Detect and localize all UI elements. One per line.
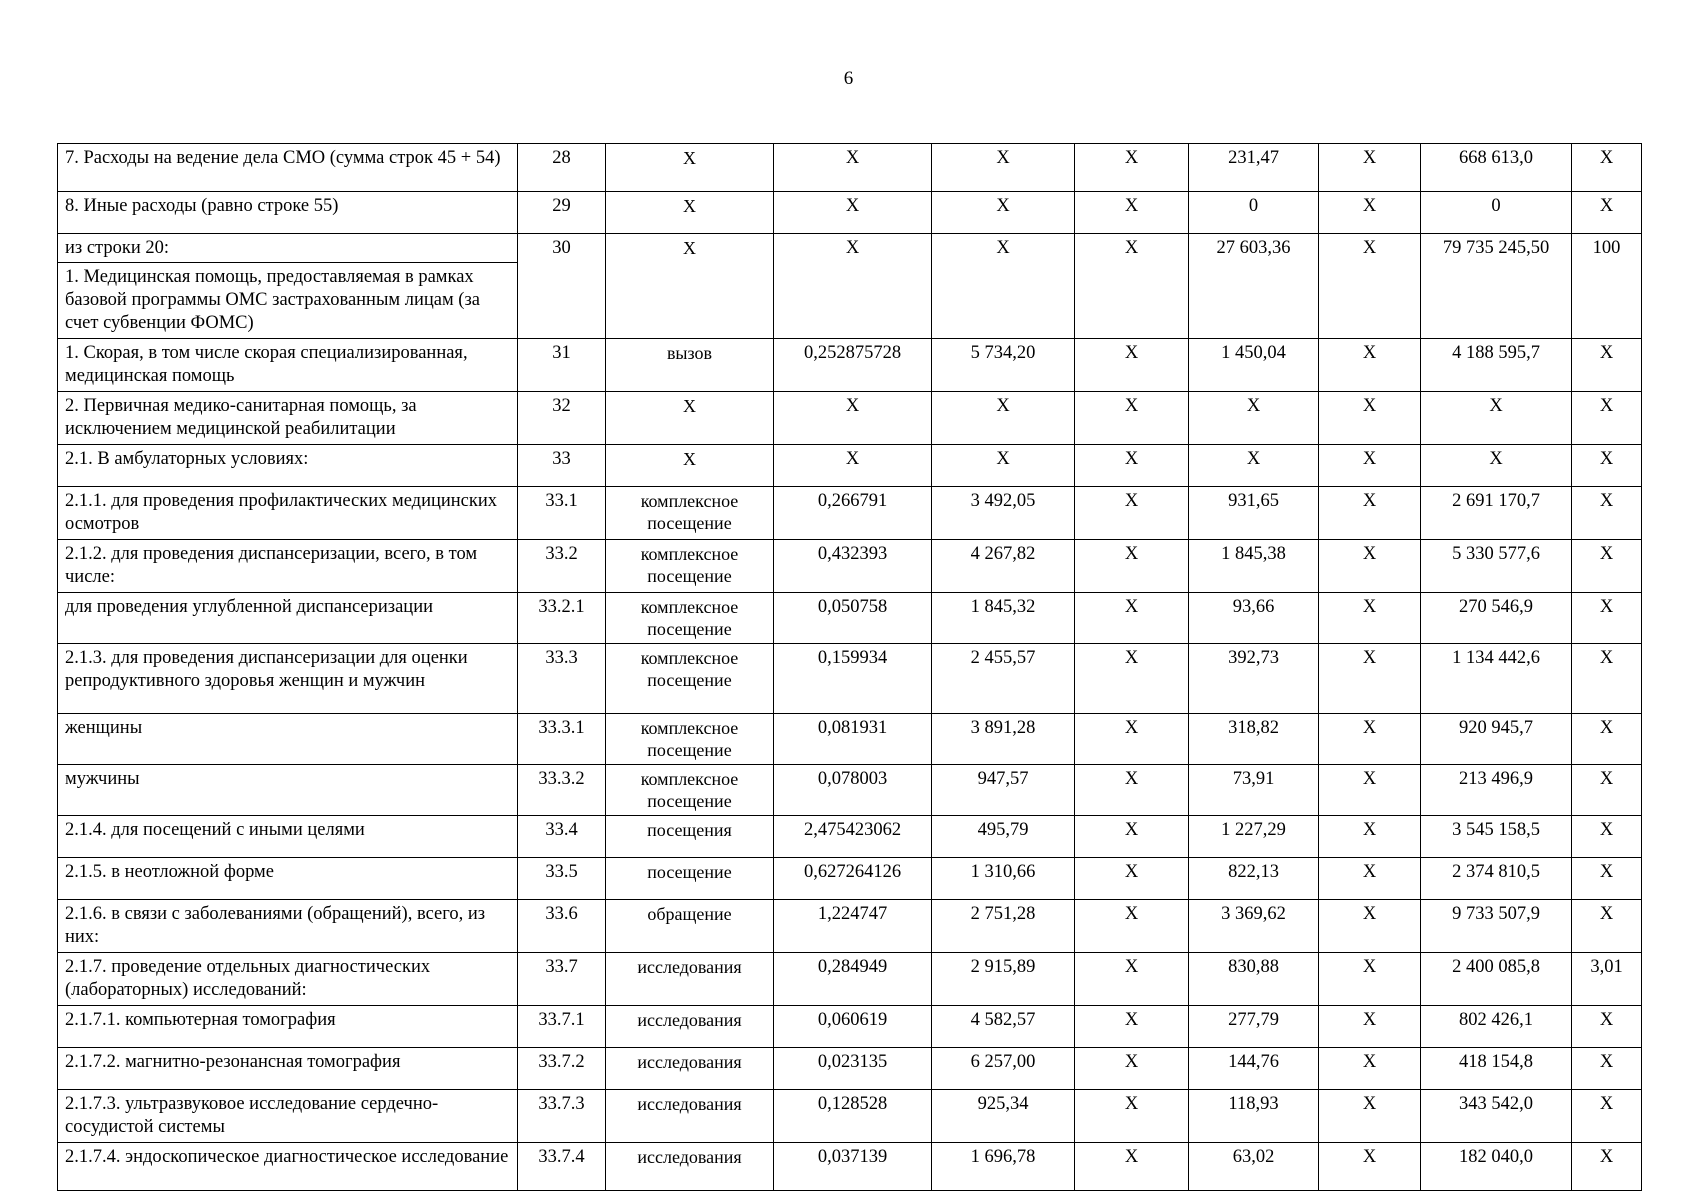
table-row [58, 1048, 1642, 1090]
cell-cost-norm: Х [932, 234, 1075, 339]
cell-col5: Х [1075, 858, 1189, 900]
cell-percent: Х [1572, 816, 1642, 858]
cell-percent: Х [1572, 900, 1642, 953]
cell-cost-norm: 4 582,57 [932, 1006, 1075, 1048]
table-row [58, 192, 1642, 234]
cell-indicator-name: 1. Скорая, в том числе скорая специализированная, медицинская помощь [58, 339, 518, 392]
cell-percent: Х [1572, 487, 1642, 540]
cell-col5: Х [1075, 392, 1189, 445]
cell-col7: Х [1319, 953, 1421, 1006]
table-row [58, 392, 1642, 445]
cell-unit: комплексное посещение [606, 540, 774, 593]
cell-per-capita: 144,76 [1189, 1048, 1319, 1090]
cell-col5: Х [1075, 765, 1189, 816]
cell-indicator-name: 2.1.3. для проведения диспансеризации для оценки репродуктивного здоровья женщин и мужчин [58, 644, 518, 714]
table-row [58, 765, 1642, 816]
table-row [58, 858, 1642, 900]
cell-volume-norm: 0,023135 [774, 1048, 932, 1090]
table-row [58, 900, 1642, 953]
cell-per-capita: 231,47 [1189, 144, 1319, 192]
cell-line-number: 28 [518, 144, 606, 192]
cell-unit: комплексное посещение [606, 487, 774, 540]
cell-cost-norm: 6 257,00 [932, 1048, 1075, 1090]
cell-unit: Х [606, 392, 774, 445]
cell-percent: Х [1572, 765, 1642, 816]
cell-indicator-name: для проведения углубленной диспансеризации [58, 593, 518, 644]
cell-indicator-name: 2.1.2. для проведения диспансеризации, всего, в том числе: [58, 540, 518, 593]
cell-total-cost: Х [1421, 392, 1572, 445]
cell-per-capita: 318,82 [1189, 714, 1319, 765]
cell-col5: Х [1075, 816, 1189, 858]
cell-indicator-name: 2.1.7.4. эндоскопическое диагностическое исследование [58, 1143, 518, 1191]
cell-per-capita: 1 227,29 [1189, 816, 1319, 858]
cell-col7: Х [1319, 192, 1421, 234]
cell-col5: Х [1075, 1090, 1189, 1143]
cell-unit: исследования [606, 1006, 774, 1048]
cell-unit: комплексное посещение [606, 714, 774, 765]
cell-col5: Х [1075, 1006, 1189, 1048]
cell-col7: Х [1319, 714, 1421, 765]
cell-line-number: 33.7.2 [518, 1048, 606, 1090]
cell-indicator-name: 2. Первичная медико-санитарная помощь, за исключением медицинской реабилитации [58, 392, 518, 445]
cell-col5: Х [1075, 1143, 1189, 1191]
cell-total-cost: 0 [1421, 192, 1572, 234]
table-row [58, 1006, 1642, 1048]
cell-indicator-name: 2.1. В амбулаторных условиях: [58, 445, 518, 487]
table-row [58, 339, 1642, 392]
cell-total-cost: 79 735 245,50 [1421, 234, 1572, 339]
cell-percent: Х [1572, 192, 1642, 234]
cell-col5: Х [1075, 339, 1189, 392]
cell-volume-norm: 1,224747 [774, 900, 932, 953]
cell-line-number: 33.7.4 [518, 1143, 606, 1191]
cell-cost-norm: 2 751,28 [932, 900, 1075, 953]
cell-indicator-name: 2.1.7. проведение отдельных диагностических (лабораторных) исследований: [58, 953, 518, 1006]
cell-unit: вызов [606, 339, 774, 392]
cell-percent: Х [1572, 714, 1642, 765]
cell-total-cost: 5 330 577,6 [1421, 540, 1572, 593]
table-row [58, 714, 1642, 765]
cell-total-cost: 270 546,9 [1421, 593, 1572, 644]
cell-col5: Х [1075, 1048, 1189, 1090]
cell-volume-norm: 0,432393 [774, 540, 932, 593]
cell-col5: Х [1075, 714, 1189, 765]
cell-volume-norm: 0,266791 [774, 487, 932, 540]
cell-per-capita: 63,02 [1189, 1143, 1319, 1191]
table-row [58, 816, 1642, 858]
cell-line-number: 33.7.3 [518, 1090, 606, 1143]
cell-col7: Х [1319, 445, 1421, 487]
cell-volume-norm: Х [774, 445, 932, 487]
cell-percent: Х [1572, 1006, 1642, 1048]
cell-unit: Х [606, 445, 774, 487]
cell-cost-norm: 2 915,89 [932, 953, 1075, 1006]
cell-percent: Х [1572, 858, 1642, 900]
cell-total-cost: 4 188 595,7 [1421, 339, 1572, 392]
table-body [58, 144, 1642, 1191]
cell-cost-norm: 1 696,78 [932, 1143, 1075, 1191]
cell-indicator-name: 2.1.5. в неотложной форме [58, 858, 518, 900]
cell-cost-norm: 5 734,20 [932, 339, 1075, 392]
cell-col5: Х [1075, 234, 1189, 339]
cell-unit: Х [606, 144, 774, 192]
table-row [58, 1143, 1642, 1191]
cell-line-number: 33.7 [518, 953, 606, 1006]
cell-indicator-name: 2.1.7.3. ультразвуковое исследование сердечно-сосудистой системы [58, 1090, 518, 1143]
cell-total-cost: 2 691 170,7 [1421, 487, 1572, 540]
cell-percent: Х [1572, 144, 1642, 192]
cell-col5: Х [1075, 593, 1189, 644]
cell-per-capita: Х [1189, 392, 1319, 445]
cell-total-cost: 802 426,1 [1421, 1006, 1572, 1048]
cell-col7: Х [1319, 1048, 1421, 1090]
cell-percent: Х [1572, 1090, 1642, 1143]
cell-col7: Х [1319, 644, 1421, 714]
cell-line-number: 29 [518, 192, 606, 234]
cell-col7: Х [1319, 593, 1421, 644]
cell-col5: Х [1075, 445, 1189, 487]
cell-volume-norm: 0,037139 [774, 1143, 932, 1191]
cell-col5: Х [1075, 953, 1189, 1006]
cell-per-capita: 118,93 [1189, 1090, 1319, 1143]
cell-unit: обращение [606, 900, 774, 953]
cell-indicator-name [58, 234, 518, 339]
table-row [58, 593, 1642, 644]
cell-line-number: 33.2.1 [518, 593, 606, 644]
cell-indicator-name: 2.1.7.2. магнитно-резонансная томография [58, 1048, 518, 1090]
cell-col7: Х [1319, 858, 1421, 900]
cell-unit: исследования [606, 953, 774, 1006]
cell-cost-norm: Х [932, 445, 1075, 487]
cell-line-number: 33 [518, 445, 606, 487]
cell-col7: Х [1319, 765, 1421, 816]
cell-col5: Х [1075, 144, 1189, 192]
cell-indicator-name: 2.1.4. для посещений с иными целями [58, 816, 518, 858]
cell-total-cost: 9 733 507,9 [1421, 900, 1572, 953]
cell-col7: Х [1319, 1090, 1421, 1143]
cell-percent: Х [1572, 1048, 1642, 1090]
cell-volume-norm: 0,060619 [774, 1006, 932, 1048]
cell-col7: Х [1319, 144, 1421, 192]
cell-total-cost: 418 154,8 [1421, 1048, 1572, 1090]
cell-per-capita: 73,91 [1189, 765, 1319, 816]
cell-volume-norm: 2,475423062 [774, 816, 932, 858]
cell-unit: посещения [606, 816, 774, 858]
cell-unit: Х [606, 192, 774, 234]
cell-total-cost: 182 040,0 [1421, 1143, 1572, 1191]
cell-col5: Х [1075, 900, 1189, 953]
cell-line-number: 33.7.1 [518, 1006, 606, 1048]
cell-unit: комплексное посещение [606, 593, 774, 644]
cell-per-capita: Х [1189, 445, 1319, 487]
cell-cost-norm: 1 845,32 [932, 593, 1075, 644]
cell-volume-norm: Х [774, 144, 932, 192]
cell-line-number: 30 [518, 234, 606, 339]
table-row [58, 445, 1642, 487]
cell-unit: исследования [606, 1090, 774, 1143]
cell-per-capita: 830,88 [1189, 953, 1319, 1006]
cell-percent: 3,01 [1572, 953, 1642, 1006]
cell-col5: Х [1075, 487, 1189, 540]
cell-percent: Х [1572, 339, 1642, 392]
table-row [58, 540, 1642, 593]
cell-total-cost: 2 374 810,5 [1421, 858, 1572, 900]
cell-cost-norm: Х [932, 192, 1075, 234]
cell-indicator-name: 8. Иные расходы (равно строке 55) [58, 192, 518, 234]
cell-percent: Х [1572, 1143, 1642, 1191]
cell-volume-norm: 0,284949 [774, 953, 932, 1006]
cell-per-capita: 822,13 [1189, 858, 1319, 900]
cell-col5: Х [1075, 540, 1189, 593]
cell-volume-norm: Х [774, 234, 932, 339]
cell-unit: комплексное посещение [606, 765, 774, 816]
cell-volume-norm: 0,252875728 [774, 339, 932, 392]
cell-line-number: 33.5 [518, 858, 606, 900]
cell-total-cost: 213 496,9 [1421, 765, 1572, 816]
cell-volume-norm: 0,050758 [774, 593, 932, 644]
table-row [58, 144, 1642, 192]
cell-indicator-name: 2.1.7.1. компьютерная томография [58, 1006, 518, 1048]
cell-cost-norm: 1 310,66 [932, 858, 1075, 900]
cell-col7: Х [1319, 234, 1421, 339]
cell-per-capita: 1 845,38 [1189, 540, 1319, 593]
cell-per-capita: 1 450,04 [1189, 339, 1319, 392]
cell-volume-norm: 0,627264126 [774, 858, 932, 900]
cell-col7: Х [1319, 487, 1421, 540]
cell-line-number: 33.4 [518, 816, 606, 858]
cell-indicator-name: женщины [58, 714, 518, 765]
cell-col7: Х [1319, 392, 1421, 445]
cell-per-capita: 27 603,36 [1189, 234, 1319, 339]
cell-indicator-text: 1. Медицинская помощь, предоставляемая в рамках базовой программы ОМС застрахованным лицам (за счет субвенции ФОМС) [65, 267, 480, 333]
cell-total-cost: 920 945,7 [1421, 714, 1572, 765]
cell-cost-norm: 4 267,82 [932, 540, 1075, 593]
cell-per-capita: 931,65 [1189, 487, 1319, 540]
cell-line-number: 33.3 [518, 644, 606, 714]
cell-cost-norm: 925,34 [932, 1090, 1075, 1143]
cell-line-number: 32 [518, 392, 606, 445]
cell-total-cost: 668 613,0 [1421, 144, 1572, 192]
cell-cost-norm: 3 492,05 [932, 487, 1075, 540]
cell-line-number: 33.2 [518, 540, 606, 593]
cell-percent: Х [1572, 392, 1642, 445]
cell-volume-norm: 0,128528 [774, 1090, 932, 1143]
table-row [58, 234, 1642, 339]
cell-cost-norm: 947,57 [932, 765, 1075, 816]
cell-total-cost: 3 545 158,5 [1421, 816, 1572, 858]
cell-total-cost: 2 400 085,8 [1421, 953, 1572, 1006]
cell-percent: 100 [1572, 234, 1642, 339]
cell-percent: Х [1572, 593, 1642, 644]
cell-col7: Х [1319, 900, 1421, 953]
cell-line-number: 31 [518, 339, 606, 392]
cell-volume-norm: 0,159934 [774, 644, 932, 714]
cell-cost-norm: 2 455,57 [932, 644, 1075, 714]
cell-cost-norm: Х [932, 392, 1075, 445]
cell-per-capita: 392,73 [1189, 644, 1319, 714]
table-row [58, 487, 1642, 540]
cell-per-capita: 3 369,62 [1189, 900, 1319, 953]
cell-volume-norm: Х [774, 192, 932, 234]
cell-col7: Х [1319, 1143, 1421, 1191]
cell-indicator-name: 7. Расходы на ведение дела СМО (сумма строк 45 + 54) [58, 144, 518, 192]
cell-unit: посещение [606, 858, 774, 900]
cell-indicator-name: 2.1.1. для проведения профилактических медицинских осмотров [58, 487, 518, 540]
cell-total-cost: Х [1421, 445, 1572, 487]
data-table [57, 143, 1642, 1191]
cell-total-cost: 343 542,0 [1421, 1090, 1572, 1143]
cell-line-number: 33.3.2 [518, 765, 606, 816]
cell-unit: комплексное посещение [606, 644, 774, 714]
cell-col7: Х [1319, 540, 1421, 593]
table-row [58, 953, 1642, 1006]
cell-unit: исследования [606, 1143, 774, 1191]
cell-line-number: 33.1 [518, 487, 606, 540]
cell-volume-norm: 0,078003 [774, 765, 932, 816]
cell-indicator-heading: из строки 20: [58, 234, 517, 263]
cell-line-number: 33.3.1 [518, 714, 606, 765]
cell-col5: Х [1075, 644, 1189, 714]
cell-cost-norm: 3 891,28 [932, 714, 1075, 765]
cell-total-cost: 1 134 442,6 [1421, 644, 1572, 714]
cell-percent: Х [1572, 445, 1642, 487]
cell-indicator-name: 2.1.6. в связи с заболеваниями (обращений), всего, из них: [58, 900, 518, 953]
cell-indicator-name: мужчины [58, 765, 518, 816]
table-row [58, 644, 1642, 714]
cell-volume-norm: 0,081931 [774, 714, 932, 765]
cell-col7: Х [1319, 816, 1421, 858]
cell-col5: Х [1075, 192, 1189, 234]
cell-per-capita: 93,66 [1189, 593, 1319, 644]
cell-volume-norm: Х [774, 392, 932, 445]
cell-unit: Х [606, 234, 774, 339]
page-number: 6 [843, 68, 854, 89]
cell-per-capita: 277,79 [1189, 1006, 1319, 1048]
cell-per-capita: 0 [1189, 192, 1319, 234]
table-row [58, 1090, 1642, 1143]
cell-percent: Х [1572, 540, 1642, 593]
cell-cost-norm: Х [932, 144, 1075, 192]
cell-line-number: 33.6 [518, 900, 606, 953]
cell-col7: Х [1319, 339, 1421, 392]
cell-cost-norm: 495,79 [932, 816, 1075, 858]
cell-col7: Х [1319, 1006, 1421, 1048]
cell-percent: Х [1572, 644, 1642, 714]
cell-unit: исследования [606, 1048, 774, 1090]
